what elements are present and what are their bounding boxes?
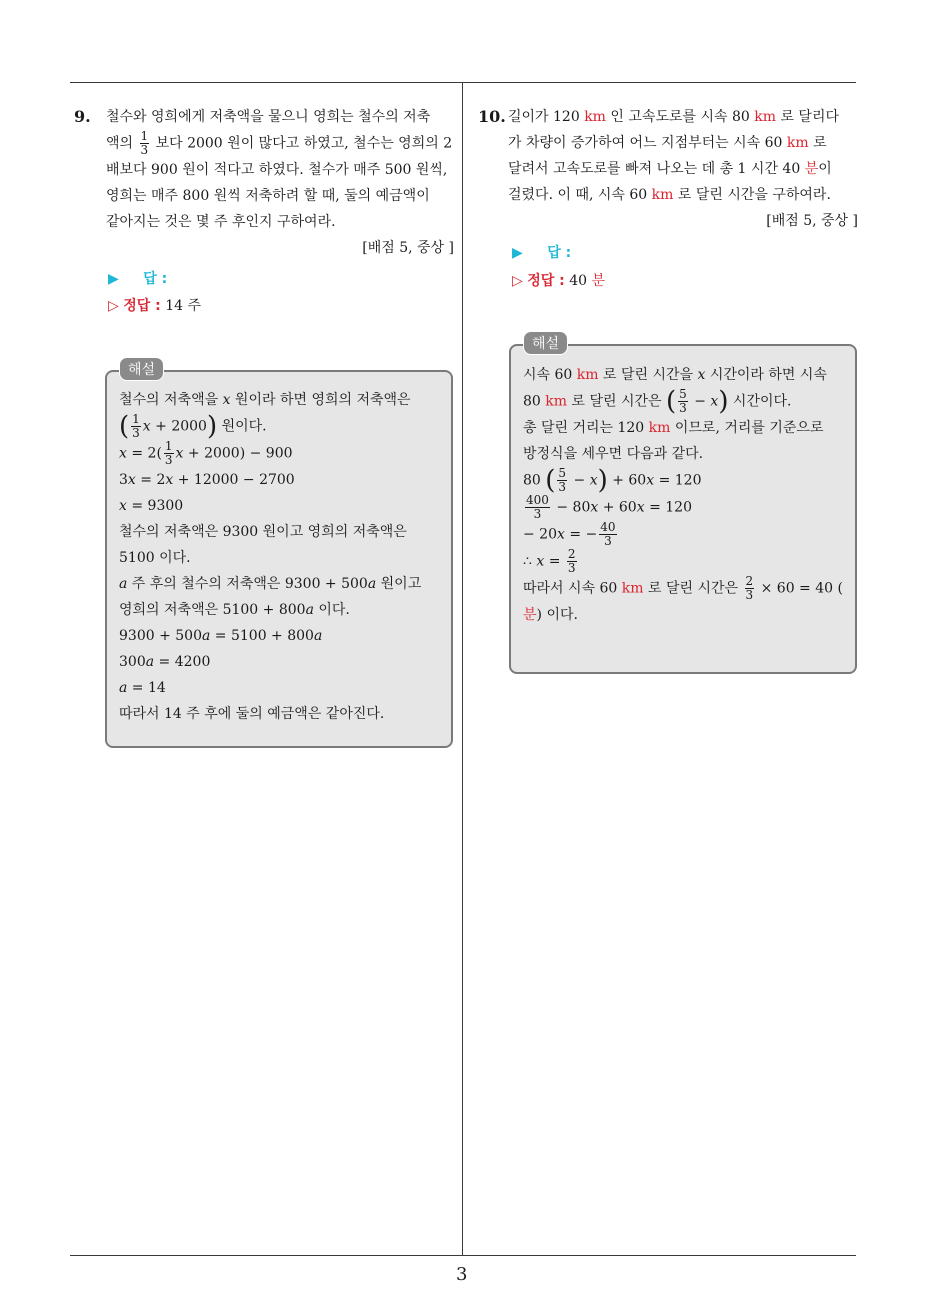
solution-line: $\frac{400}{3}$ − 80x + 60x = 120 xyxy=(526,493,692,521)
answer-row xyxy=(512,242,571,262)
solution-line: 5100 이다. xyxy=(119,550,191,566)
solution-line: 80 km 로 달린 시간은 ( $\frac{5}{3}$ − x) 시간이다. xyxy=(523,386,792,417)
solution-line: 9300 + 500a = 5100 + 800a xyxy=(119,628,323,644)
problem-line: 영희는 매주 800 원씩 저축하려 할 때, 둘의 예금액이 xyxy=(106,188,430,204)
problem-meta: [배점 5, 중상 ] xyxy=(362,240,454,256)
correct-answer-label: 정답 : xyxy=(123,298,161,314)
solution-line: 분) 이다. xyxy=(523,607,578,623)
outline-arrow-icon: ▷ xyxy=(108,298,119,314)
solution-tag: 해설 xyxy=(119,357,164,381)
correct-answer-row xyxy=(108,295,201,315)
solution-line: 시속 60 km 로 달린 시간을 x 시간이라 하면 시속 xyxy=(523,367,827,383)
correct-answer-value: 40 분 xyxy=(569,273,606,289)
solution-line: 방정식을 세우면 다음과 같다. xyxy=(523,446,704,462)
solution-line: x = 2( $\frac{1}{3}$ x + 2000) − 900 xyxy=(119,439,293,467)
fraction: $\frac{1}{3}$ xyxy=(140,129,149,157)
problem-text xyxy=(508,104,858,234)
answer-label: 답 : xyxy=(547,245,572,261)
solution-line: 철수의 저축액은 9300 원이고 영희의 저축액은 xyxy=(119,524,407,540)
answer-label: 답 : xyxy=(143,271,168,287)
problem-line xyxy=(106,104,454,130)
solution-line: x = 9300 xyxy=(119,498,184,514)
problem-line: 달려서 고속도로를 빠져 나오는 데 총 1 시간 40 분이 xyxy=(508,161,832,177)
page-number: 3 xyxy=(456,1264,468,1285)
problem-line-text: 철수와 영희에게 저축액을 물으니 영희는 철수의 저축 xyxy=(106,109,431,125)
problem-line: 배보다 900 원이 적다고 하였다. 철수가 매주 500 원씩, xyxy=(106,162,448,178)
solution-line: ∴ x = $\frac{2}{3}$ xyxy=(523,547,576,575)
problem-line: 가 차량이 증가하여 어느 지점부터는 시속 60 km 로 xyxy=(508,135,827,151)
solution-body xyxy=(523,362,853,628)
correct-answer-row xyxy=(512,270,605,290)
play-icon: ▶ xyxy=(108,271,119,287)
problem-line: 걸렸다. 이 때, 시속 60 km 로 달린 시간을 구하여라. xyxy=(508,187,831,203)
problem-line: 액의 $\frac{1}{3}$ 보다 2000 원이 많다고 하였고, 철수는 영희의 2 xyxy=(106,129,453,157)
solution-line: 총 달린 거리는 120 km 이므로, 거리를 기준으로 xyxy=(523,420,824,436)
solution-line: ( $\frac{1}{3}$ x + 2000) 원이다. xyxy=(119,411,267,442)
solution-line: 철수의 저축액을 x 원이라 하면 영희의 저축액은 xyxy=(119,392,411,408)
solution-line: 따라서 시속 60 km 로 달린 시간은 $\frac{2}{3}$ × 60 = 40 ( xyxy=(523,574,843,602)
problem-line: 길이가 120 km 인 고속도로를 시속 80 km 로 달리다 xyxy=(508,109,839,125)
problem-number: 10. xyxy=(478,107,506,126)
solution-line: 300a = 4200 xyxy=(119,654,211,670)
play-icon: ▶ xyxy=(512,245,523,261)
answer-row xyxy=(108,268,167,288)
solution-line: 영희의 저축액은 5100 + 800a 이다. xyxy=(119,602,350,618)
problem-line: 같아지는 것은 몇 주 후인지 구하여라. xyxy=(106,214,336,230)
top-rule xyxy=(70,82,856,83)
correct-answer-label: 정답 : xyxy=(527,273,565,289)
solution-line: 80 ( $\frac{5}{3}$ − x) + 60x = 120 xyxy=(523,465,702,496)
problem-number: 9. xyxy=(74,107,91,126)
problem-text xyxy=(106,104,454,261)
solution-line: − 20x = − $\frac{40}{3}$ xyxy=(523,520,616,548)
problem-meta: [배점 5, 중상 ] xyxy=(766,213,858,229)
solution-line: a 주 후의 철수의 저축액은 9300 + 500a 원이고 xyxy=(119,576,422,592)
bottom-rule xyxy=(70,1255,856,1256)
solution-line: a = 14 xyxy=(119,680,166,696)
correct-answer-value: 14 주 xyxy=(165,298,202,314)
solution-line: 따라서 14 주 후에 둘의 예금액은 같아진다. xyxy=(119,706,385,722)
solution-line: 3x = 2x + 12000 − 2700 xyxy=(119,472,295,488)
solution-body xyxy=(119,387,444,727)
column-divider xyxy=(462,82,463,1256)
outline-arrow-icon: ▷ xyxy=(512,273,523,289)
solution-tag: 해설 xyxy=(523,331,568,355)
